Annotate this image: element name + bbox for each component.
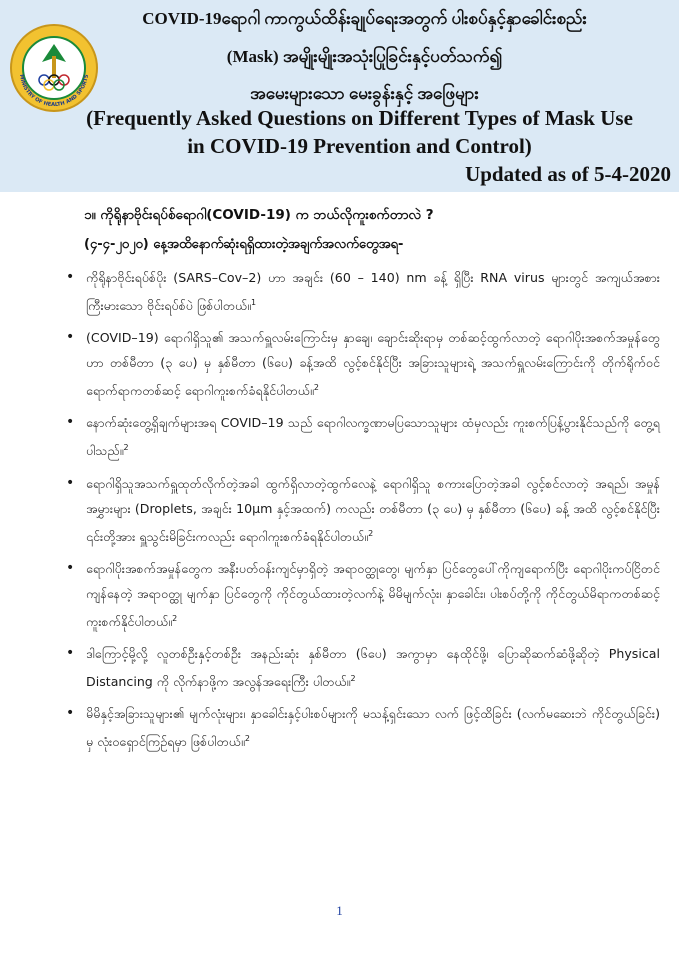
bullet-icon: • (66, 474, 75, 491)
document-body (64, 206, 660, 761)
list-item: • (COVID–19) ရောဂါရှိသူ၏ အသက်ရှူလမ်းကြောင်းမှ နှာချေ၊ ချောင်းဆိုးရာမှ တစ်ဆင့်ထွက်လာတဲ့ ရောဂါပိုးအစက်အမှုန်တွေဟာ တစ်မီတာ (၃ ပေ) မှ နှစ်မီတာ (၆ပေ) ခန့်အထိ လွင့်စင်နိုင်ပြီး အခြားသူများရဲ့ အသက်ရှူလမ်းကြောင်းကို တိုက်ရိုက်ဝင်ရောက်ရာကတစ်ဆင့် ရောဂါကူးစက်ခံရနိုင်ပါတယ်။$^2$ (64, 325, 660, 403)
title-my-line3: အမေးများသော မေးခွန်းနှင့် အဖြေများ (250, 84, 479, 103)
footnote-ref: 2 (350, 673, 356, 683)
question-heading: ၁။ ကိုရိုနာဗိုင်းရပ်စ်ရောဂါ(COVID-19) က ဘယ်လိုကူးစက်တာလဲ ? (84, 207, 434, 223)
footnote-ref: 2 (172, 613, 178, 623)
footnote-ref: 2 (244, 734, 250, 744)
bullet-icon: • (66, 705, 75, 722)
list-item: • ကိုရိုနာဗိုင်းရပ်စ်ပိုး (SARS–Cov–2) ဟာ အချင်း (60 – 140) nm ခန့် ရှိပြီး RNA virus များတွင် အကျယ်အစား ကြီးမားသော ဗိုင်းရပ်စ်ပဲ ဖြစ်ပါတယ်။$^1$ (64, 265, 660, 318)
bullet-icon: • (66, 414, 75, 431)
bullet-icon: • (66, 329, 75, 346)
title-en-line2: in COVID-19 Prevention and Control) (187, 134, 532, 158)
list-item: • ရောဂါပိုးအစက်အမှုန်တွေက အနီးပတ်ဝန်းကျင်မှာရှိတဲ့ အရာဝတ္ထုတွေ၊ မျက်နှာ ပြင်တွေပေါ်ကိုကျရောက်ပြီး ရောဂါပိုးကပ်ငြိတင်ကျန်နေတဲ့ အရာဝတ္ထု မျက်နှာ ပြင်တွေကို ကိုင်တွယ်ထားတဲ့လက်နဲ့ မိမိမျက်လုံး၊ နှာခေါင်း၊ ပါးစပ်တို့ကို ကိုင်တွယ်မိရာကတစ်ဆင့် ကူးစက်နိုင်ပါတယ်။$^2$ (64, 556, 660, 634)
svg-text:MINISTRY OF HEALTH AND SPORTS: MINISTRY OF HEALTH AND SPORTS (18, 74, 90, 109)
bullet-icon: • (66, 269, 75, 285)
page-number: 1 (336, 903, 343, 918)
bullet-list (64, 265, 660, 754)
subheading: (၄-၄-၂၀၂၀) နေ့အထိနောက်ဆုံးရရှိထားတဲ့အချက်အလက်တွေအရ- (84, 237, 404, 252)
footnote-ref: 2 (313, 383, 319, 393)
list-item: • မိမိနှင့်အခြားသူများ၏ မျက်လုံးများ၊ နှာခေါင်းနှင့်ပါးစပ်များကို မသန့်ရှင်းသော လက် ဖြင့်ထိခြင်း (လက်မဆေးဘဲ ကိုင်တွယ်ခြင်း) မှ လုံးဝရှောင်ကြဉ်ရမှာ ဖြစ်ပါတယ်။$^2$ (64, 701, 660, 754)
footnote-ref: 1 (251, 298, 257, 307)
updated-date: Updated as of 5-4-2020 (465, 162, 671, 186)
header-banner (0, 0, 679, 192)
bullet-icon: • (66, 559, 75, 576)
footnote-ref: 2 (368, 528, 374, 538)
title-my-line2: (Mask) အမျိုးမျိုးအသုံးပြုခြင်းနှင့်ပတ်သက်၍ (226, 47, 503, 66)
title-en-line1: (Frequently Asked Questions on Different Types of Mask Use (86, 106, 633, 130)
list-item: • ရောဂါရှိသူအသက်ရှူထုတ်လိုက်တဲ့အခါ ထွက်ရှိလာတဲ့ထွက်လေနဲ့ ရောဂါရှိသူ စကားပြောတဲ့အခါ လွင့်စင်လာတဲ့ အရည်၊ အမှုန်အမွှားများ (Droplets, အချင်း 10µm နှင့်အထက်) ကလည်း တစ်မီတာ (၃ ပေ) မှ နှစ်မီတာ (၆ပေ) ခန့် အထိ လွင့်စင်နိုင်ပြီး ၎င်းတို့အား ရှူသွင်းမိခြင်းကလည်း ရောဂါကူးစက်ခံရနိုင်ပါတယ်။$^2$ (64, 471, 660, 549)
list-item: • နောက်ဆုံးတွေ့ရှိချက်များအရ COVID–19 သည် ရောဂါလက္ခဏာမပြသောသူများ ထံမှလည်း ကူးစက်ပြန့်ပွားနိုင်သည်ကို တွေ့ရပါသည်။$^2$ (64, 410, 660, 463)
list-item: • ဒါကြောင့်မို့လို့ လူတစ်ဦးနှင့်တစ်ဦး အနည်းဆုံး နှစ်မီတာ (၆ပေ) အကွာမှာ နေထိုင်ဖို့၊ ပြောဆိုဆက်ဆံဖို့ဆိုတဲ့ Physical Distancing ကို လိုက်နာဖို့က အလွန်အရေးကြီး ပါတယ်။$^2$ (64, 641, 660, 694)
footnote-ref: 2 (123, 443, 129, 453)
bullet-icon: • (66, 644, 75, 661)
title-my-line1: COVID-19ရောဂါ ကာကွယ်ထိန်းချုပ်ရေးအတွက် ပါးစပ်နှင့်နှာခေါင်းစည်း (142, 9, 587, 28)
